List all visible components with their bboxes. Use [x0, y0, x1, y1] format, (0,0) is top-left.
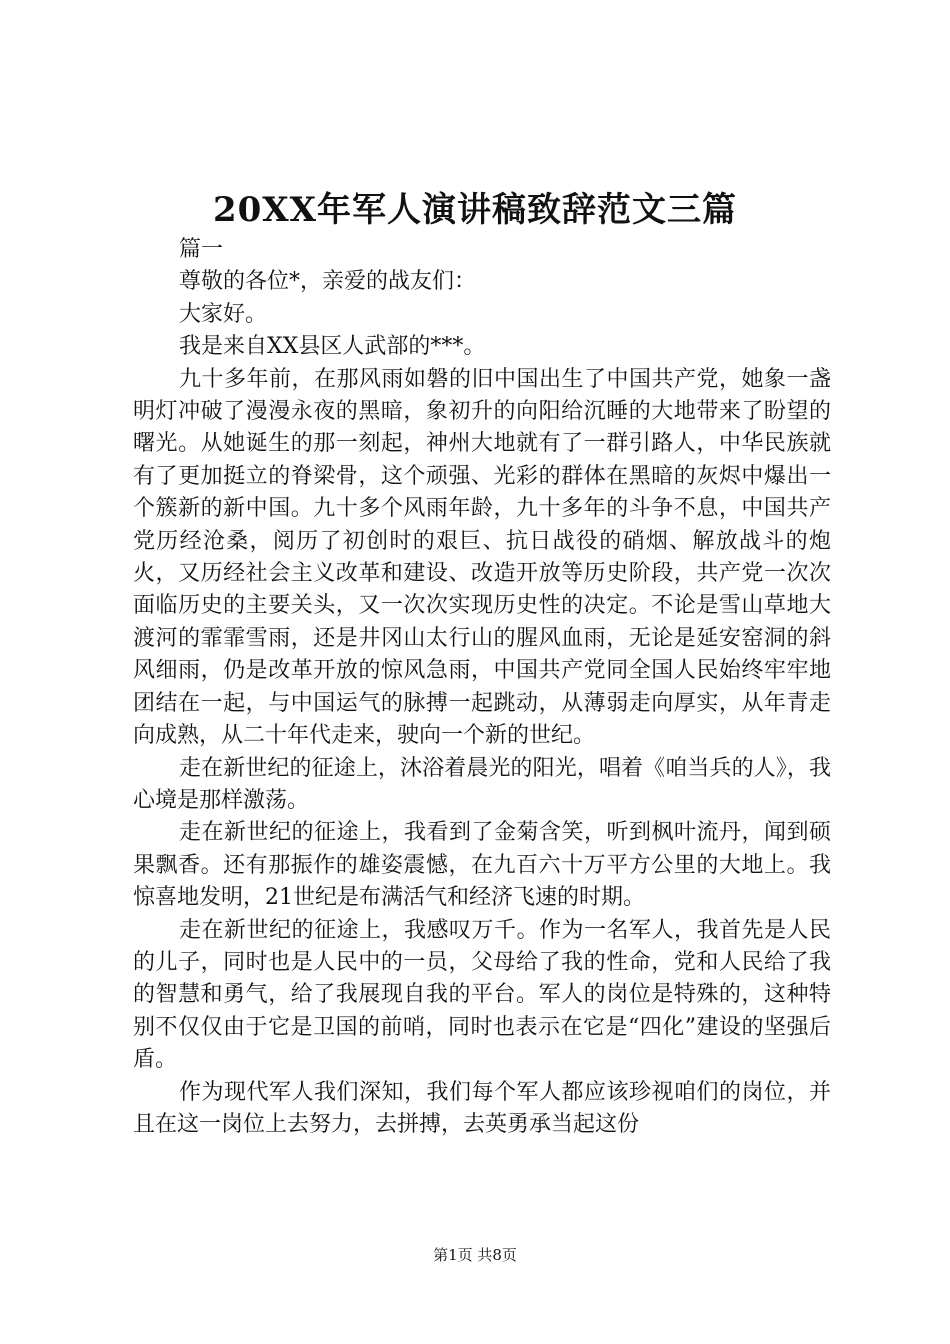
- self-introduction: 我是来自XX县区人武部的***。: [179, 334, 486, 360]
- body-paragraph: 作为现代军人我们深知，我们每个军人都应该珍视咱们的岗位，并且在这一岗位上去努力，去拼搏，去英勇承当起这份: [133, 1079, 831, 1137]
- greeting: 大家好。: [179, 301, 268, 327]
- salutation: 尊敬的各位*，亲爱的战友们：: [179, 269, 477, 295]
- body-paragraph: 走在新世纪的征途上，沐浴着晨光的阳光，唱着《咱当兵的人》，我心境是那样激荡。: [133, 755, 831, 813]
- body-paragraph: 走在新世纪的征途上，我看到了金菊含笑，听到枫叶流丹，闻到硕果飘香。还有那振作的雄姿震憾，在九百六十万平方公里的大地上。我惊喜地发明，21世纪是布满活气和经济飞速的时期。: [133, 820, 831, 911]
- section-heading: 篇一: [179, 237, 224, 262]
- body-paragraph: 走在新世纪的征途上，我感叹万千。作为一名军人，我首先是人民的儿子，同时也是人民中的一员，父母给了我的性命，党和人民给了我的智慧和勇气，给了我展现自我的平台。军人的岗位是特殊的，这种特别不仅仅由于它是卫国的前哨，同时也表示在它是“四化”建设的坚强后盾。: [133, 917, 831, 1073]
- page-number: 第1页 共8页: [433, 1246, 517, 1264]
- document-title: 20XX年军人演讲稿致辞范文三篇: [212, 190, 738, 230]
- body-paragraph: 九十多年前，在那风雨如磐的旧中国出生了中国共产党，她象一盏明灯冲破了漫漫永夜的黑暗，象初升的向阳给沉睡的大地带来了盼望的曙光。从她诞生的那一刻起，神州大地就有了一群引路人，中华民族就有了更加挺立的脊梁骨，这个顽强、光彩的群体在黑暗的灰烬中爆出一个簇新的新中国。九十多个风雨年龄，九十多年的斗争不息，中国共产党历经沧桑，阅历了初创时的艰巨、抗日战役的硝烟、解放战斗的炮火，又历经社会主义改革和建设、改造开放等历史阶段，共产党一次次面临历史的主要关头，又一次次实现历史性的决定。不论是雪山草地大渡河的霏霏雪雨，还是井冈山太行山的腥风血雨，无论是延安窑洞的斜风细雨，仍是改革开放的惊风急雨，中国共产党同全国人民始终牢牢地团结在一起，与中国运气的脉搏一起跳动，从薄弱走向厚实，从年青走向成熟，从二十年代走来，驶向一个新的世纪。: [133, 366, 831, 749]
- document-body: [133, 234, 831, 1141]
